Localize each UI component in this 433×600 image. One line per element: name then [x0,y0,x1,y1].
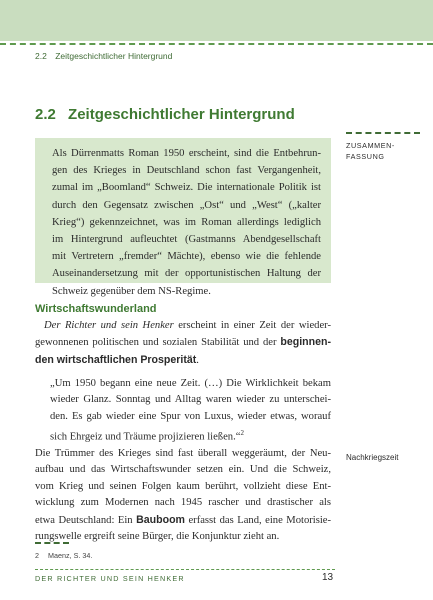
footnote-text: Maenz, S. 34. [48,551,93,560]
summary-line: zumal im „Boomland“ Schweiz. Die internationale Politik ist [52,182,321,194]
header-dashed-rule [0,43,433,45]
paragraph-2-line [35,512,331,529]
paragraph-2-line: Die Trümmer des Krieges sind fast überall weggeräumt, der Neu- [35,448,331,459]
paragraph-2-line: wicklung zum Modernen nach 1945 rascher und drastischer als [35,497,331,509]
emphasis-bauboom: Bauboom [136,513,185,526]
margin-dashed-rule [346,132,420,134]
paragraph-2-line: rungswelle ergreift seine Bürger, die Konjunktur zieht an. [35,531,280,543]
margin-label-summary [346,140,395,162]
paragraph-1-line-3 [35,352,331,369]
quote-line: den. Es gab wieder eine Spur von Luxus, wieder etwas, worauf [50,410,331,422]
summary-line: Auseinandersetzung mit der opportunistischen Haltung der [52,268,321,280]
quote-line-text: sich Ehrgeiz und Träume projizieren ließen.“ [50,431,241,443]
section-heading [35,106,295,123]
paragraph-1 [35,318,331,369]
emphasis-prosperity: den wirtschaftlichen Prosperität [35,353,197,366]
summary-line: durch den Gegensatz zwischen „Ost“ und „West“ („kalter [52,199,321,211]
footnote-number: 2 [35,551,39,560]
block-quote [50,376,331,446]
paragraph-1-line-2 [35,334,331,351]
paragraph-2-line: aufbau und das Wirtschaftswunder setzen ein. Und die Schweiz, [35,464,331,476]
section-number: 2.2 [35,106,56,123]
paragraph-2-text: etwa Deutschland: Ein [35,514,137,526]
summary-box [35,138,331,297]
summary-line: gen des Krieges in Deutschland schon fast Vergangenheit, [52,165,321,177]
paragraph-1-text: . [196,354,199,366]
paragraph-1-line-1 [35,318,331,334]
quote-line: „Um 1950 begann eine neue Zeit. (…) Die Wirklichkeit bekam [50,378,331,389]
margin-label-summary-line-1: ZUSAMMEN- [346,141,395,150]
margin-label-postwar: Nachkriegszeit [346,453,399,462]
footnote-divider [35,542,69,544]
quote-line [50,425,331,446]
running-head [35,51,172,61]
quote-line: wieder Glanz. Sonntag und Alltag waren wieder zu unterschei- [50,394,331,406]
emphasis-prosperity: beginnen- [280,336,331,349]
paragraph-2-line: vom Krieg und seinen Folgen kaum berührt, vollzieht diese Ent- [35,480,331,492]
running-head-title: Zeitgeschichtlicher Hintergrund [55,51,173,61]
footnote-reference: 2 [240,429,244,438]
page-number: 13 [322,572,334,583]
running-head-section-number: 2.2 [35,51,47,61]
summary-line: Krieg“) gekennzeichnet, was im Roman allerdings lediglich [52,216,321,228]
margin-label-summary-line-2: FASSUNG [346,152,385,161]
book-title-italic: Der Richter und sein Henker [44,320,174,331]
footnote [35,551,92,560]
paragraph-1-text: erscheint in einer Zeit der wieder- [173,320,332,331]
header-band [0,0,433,41]
footer-book-title: DER RICHTER UND SEIN HENKER [35,574,185,583]
paragraph-2 [35,446,331,545]
paragraph-1-text: gewonnenen politischen und sozialen Stabilität und der [35,337,281,349]
footer-dashed-rule [35,569,335,570]
subheading: Wirtschaftswunderland [35,303,157,315]
section-title: Zeitgeschichtlicher Hintergrund [68,106,295,123]
summary-line: mit Vertretern „fremder“ Mächte), ebenso wie die fehlende [52,251,321,263]
summary-line: Schweiz gegenüber dem NS-Regime. [52,285,211,297]
summary-line: im Hintergrund aufleuchtet (Gastmanns Abendgesellschaft [52,234,321,246]
summary-line: Als Dürrenmatts Roman 1950 erscheint, sind die Entbehrun- [52,148,321,159]
paragraph-2-text: erfasst das Land, eine Motorisie- [184,514,332,526]
